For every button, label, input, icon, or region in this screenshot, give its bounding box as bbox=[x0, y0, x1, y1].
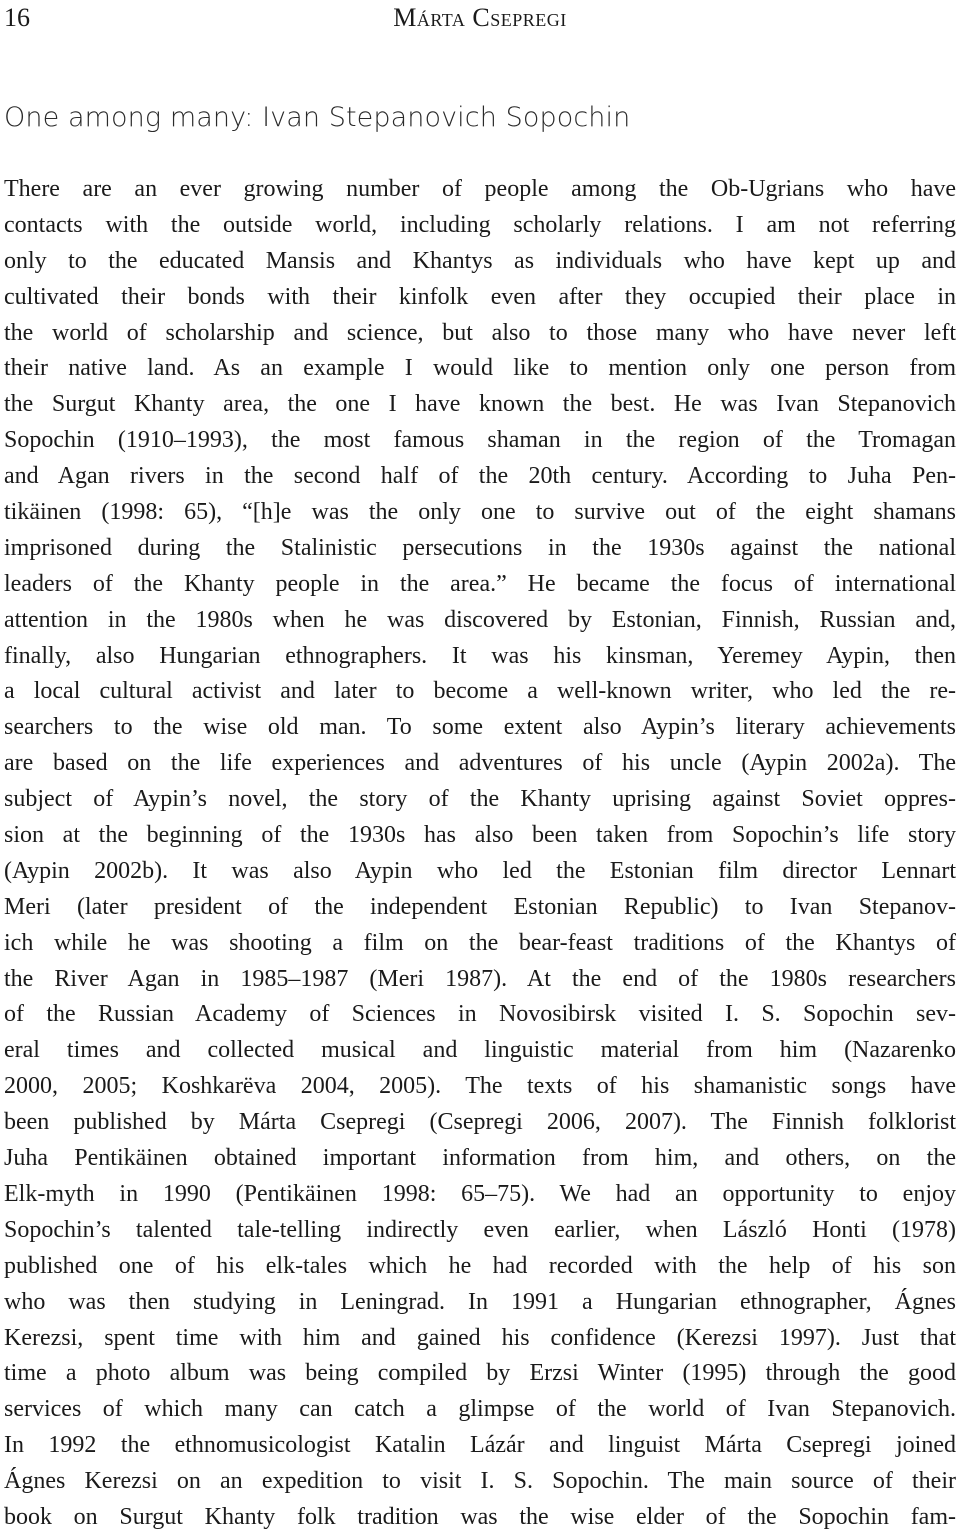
text-line: the world of scholarship and science, but also to those many who have never left bbox=[4, 319, 956, 346]
text-line: Elk-myth in 1990 (Pentikäinen 1998: 65–75). We had an opportunity to enjoy bbox=[4, 1180, 956, 1207]
text-line: book on Surgut Khanty folk tradition was the wise elder of the Sopochin fam- bbox=[4, 1503, 956, 1530]
text-line: There are an ever growing number of people among the Ob-Ugrians who have bbox=[4, 176, 956, 202]
text-line: their native land. As an example I would like to mention only one person from bbox=[4, 355, 956, 382]
text-line: Sopochin (1910–1993), the most famous shaman in the region of the Tromagan bbox=[4, 427, 956, 454]
text-line: Kerezsi, spent time with him and gained his confidence (Kerezsi 1997). Just that bbox=[4, 1324, 956, 1351]
text-line: 2000, 2005; Koshkarëva 2004, 2005). The texts of his shamanistic songs have bbox=[4, 1073, 956, 1100]
page-number: 16 bbox=[4, 3, 30, 32]
text-line: the Surgut Khanty area, the one I have known the best. He was Ivan Stepanovich bbox=[4, 391, 956, 418]
text-line: ich while he was shooting a film on the bear-feast traditions of the Khantys of bbox=[4, 929, 956, 956]
text-line: published one of his elk-tales which he had recorded with the help of his son bbox=[4, 1252, 956, 1279]
body-paragraph bbox=[4, 172, 956, 1536]
text-line: are based on the life experiences and adventures of his uncle (Aypin 2002a). The bbox=[4, 750, 956, 777]
text-line: sion at the beginning of the 1930s has also been taken from Sopochin’s life story bbox=[4, 822, 956, 849]
text-line: (Aypin 2002b). It was also Aypin who led the Estonian film director Lennart bbox=[4, 857, 956, 884]
text-line: leaders of the Khanty people in the area.” He became the focus of international bbox=[4, 570, 956, 597]
text-line: Sopochin’s talented tale-telling indirectly even earlier, when László Honti (1978) bbox=[4, 1216, 956, 1243]
section-title: One among many: Ivan Stepanovich Sopochin bbox=[4, 102, 631, 133]
text-line: the River Agan in 1985–1987 (Meri 1987). At the end of the 1980s researchers bbox=[4, 965, 956, 992]
text-line: eral times and collected musical and linguistic material from him (Nazarenko bbox=[4, 1037, 956, 1064]
text-line: cultivated their bonds with their kinfolk even after they occupied their place in bbox=[4, 283, 956, 310]
running-head-author: Márta Csepregi bbox=[393, 3, 567, 32]
text-line: In 1992 the ethnomusicologist Katalin Lázár and linguist Márta Csepregi joined bbox=[4, 1432, 956, 1459]
text-line: only to the educated Mansis and Khantys as individuals who have kept up and bbox=[4, 247, 956, 274]
text-line: and Agan rivers in the second half of the 20th century. According to Juha Pen- bbox=[4, 463, 956, 490]
text-line: attention in the 1980s when he was discovered by Estonian, Finnish, Russian and, bbox=[4, 606, 956, 633]
text-line: of the Russian Academy of Sciences in Novosibirsk visited I. S. Sopochin sev- bbox=[4, 1001, 956, 1028]
text-line: a local cultural activist and later to become a well-known writer, who led the re- bbox=[4, 678, 956, 705]
text-line: time a photo album was being compiled by Erzsi Winter (1995) through the good bbox=[4, 1360, 956, 1387]
text-line: Ágnes Kerezsi on an expedition to visit I. S. Sopochin. The main source of their bbox=[4, 1468, 956, 1495]
text-line: who was then studying in Leningrad. In 1991 a Hungarian ethnographer, Ágnes bbox=[4, 1288, 956, 1315]
text-line: finally, also Hungarian ethnographers. It was his kinsman, Yeremey Aypin, then bbox=[4, 642, 956, 669]
text-line: contacts with the outside world, including scholarly relations. I am not referring bbox=[4, 211, 956, 238]
text-line: imprisoned during the Stalinistic persecutions in the 1930s against the national bbox=[4, 534, 956, 561]
running-header bbox=[0, 0, 960, 40]
text-line: searchers to the wise old man. To some extent also Aypin’s literary achievements bbox=[4, 714, 956, 741]
text-line: tikäinen (1998: 65), “[h]e was the only one to survive out of the eight shamans bbox=[4, 499, 956, 526]
text-line: Meri (later president of the independent Estonian Republic) to Ivan Stepanov- bbox=[4, 893, 956, 920]
text-line: Juha Pentikäinen obtained important information from him, and others, on the bbox=[4, 1145, 956, 1172]
text-line: services of which many can catch a glimpse of the world of Ivan Stepanovich. bbox=[4, 1396, 956, 1423]
text-line: been published by Márta Csepregi (Csepregi 2006, 2007). The Finnish folklorist bbox=[4, 1109, 956, 1136]
text-line: subject of Aypin’s novel, the story of the Khanty uprising against Soviet oppres- bbox=[4, 786, 956, 813]
